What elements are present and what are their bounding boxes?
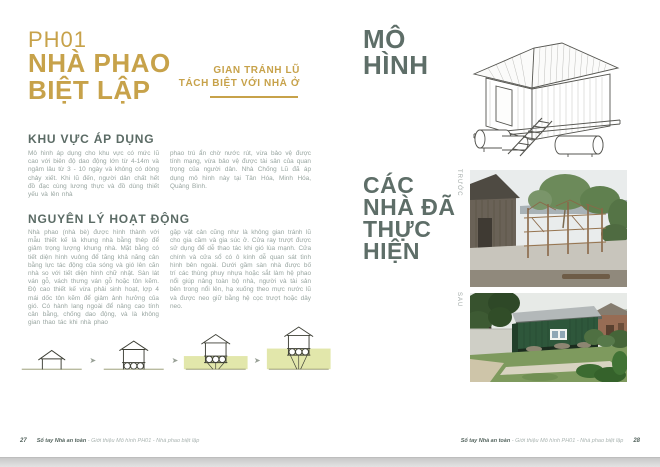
right-footer-text bbox=[461, 438, 624, 444]
stage2-house-on-barrels-diagram bbox=[100, 322, 167, 377]
left-footer-text bbox=[37, 438, 200, 444]
built-heading-line1: CÁC bbox=[363, 172, 415, 198]
section-heading-operating-principle: NGUYÊN LÝ HOẠT ĐỘNG bbox=[28, 212, 190, 226]
callout-underline bbox=[210, 96, 298, 98]
operating-principle-paragraph-col1: Nhà phao (nhà bè) được hình thành với mẫu thiết kế là khung nhà bằng thép để giảm trọng lượng khung nhà. Mặt bằng có tiết diện hình vuông để tăng khả năng cân bằng lực tác động của sóng và gió lên căn nhà so với tiết diện hình chữ nhật. Sàn lát ván gỗ, vách thưng ván gỗ hoặc tôn kẽm. Độ cao thiết kế vừa phải sinh hoạt, lợp 4 mái dốc tôn kẽm để giảm ảnh hưởng của gió. Có hành lang ngoài để nâng cao tính cân bằng, chống dao động, và là không gian thao tác khi nhà phao bbox=[28, 229, 159, 327]
callout bbox=[140, 64, 300, 98]
model-code: PH01 bbox=[28, 27, 88, 52]
before-photo-image bbox=[470, 170, 627, 287]
page-bottom-shadow bbox=[0, 457, 660, 467]
after-photo-label: SAU bbox=[456, 292, 462, 308]
right-page-number: 28 bbox=[633, 438, 640, 444]
flood-stages-diagram bbox=[18, 321, 332, 377]
callout-line2: TÁCH BIỆT VỚI NHÀ Ở bbox=[178, 78, 300, 89]
footer-series-title: Sổ tay Nhà an toàn bbox=[460, 438, 511, 444]
application-area-paragraph-col1: Mô hình áp dụng cho khu vực có mức lũ cao với biên độ dao động lớn từ 4-14m và ngâm lâu từ 3 - 10 ngày và không có dòng chảy xiết. Khi lũ đến, người dân chất hết đồ đạc cùng lương thực và đồ dùng thiết yếu và lên nhà bbox=[28, 150, 159, 199]
after-photo-image bbox=[470, 293, 627, 382]
footer-series-subtitle: - Giới thiệu Mô hình PH01 - Nhà phao biệt lập bbox=[511, 438, 624, 444]
page-title-line2: BIỆT LẬP bbox=[28, 75, 151, 105]
left-footer bbox=[20, 438, 199, 444]
next-stage-arrow-icon: ➤ bbox=[253, 356, 261, 365]
callout-line1: GIAN TRÁNH LŨ bbox=[213, 65, 300, 76]
stage4-house-floating-high-water-diagram bbox=[265, 322, 332, 377]
built-heading-line4: HIỆN bbox=[363, 238, 420, 264]
footer-series-subtitle: - Giới thiệu Mô hình PH01 - Nhà phao biệt lập bbox=[87, 438, 200, 444]
built-houses-heading bbox=[363, 174, 455, 262]
left-page-number: 27 bbox=[20, 438, 27, 444]
model-heading-line2: HÌNH bbox=[363, 50, 429, 80]
stage3-house-floating-low-water-diagram bbox=[182, 322, 249, 377]
operating-principle-paragraph-col2: gặp vật cản cũng như là không gian tránh lũ cho gia cầm và gia súc ở. Cửa ray trượt được sử dụng để dễ thao tác khi gió lùa mạnh. Cửa chính và cửa sổ có ô kính dễ quan sát tình hình bên ngoài. Dưới gầm sàn nhà được bố trí các thùng phuy nhựa hoặc sắt làm hệ phao nổi giúp nâng toàn bộ nhà, người và tài sản bên trong nổi lên, hạ xuống theo mực nước lũ và được neo giữ bằng hệ cọc trượt hoặc dây neo. bbox=[170, 229, 311, 310]
model-heading bbox=[363, 26, 429, 78]
footer-series-title: Sổ tay Nhà an toàn bbox=[36, 438, 87, 444]
next-stage-arrow-icon: ➤ bbox=[171, 356, 179, 365]
next-stage-arrow-icon: ➤ bbox=[89, 356, 97, 365]
model-heading-line1: MÔ bbox=[363, 24, 406, 54]
stage1-house-on-ground-diagram bbox=[18, 322, 85, 377]
model-sketch-image bbox=[468, 26, 625, 158]
right-footer bbox=[461, 438, 640, 444]
built-heading-line3: THỰC bbox=[363, 216, 432, 242]
section-heading-application-area: KHU VỰC ÁP DỤNG bbox=[28, 132, 155, 146]
before-photo-label: TRƯỚC bbox=[456, 169, 462, 197]
built-heading-line2: NHÀ ĐÃ bbox=[363, 194, 456, 220]
application-area-paragraph-col2: phao trú ẩn chờ nước rút, vừa bảo vệ được tính mạng, vừa bảo vệ được tài sản của quan trọng của người dân. Nhà Chống Lũ đã áp dụng mô hình này tại Tân Hóa, Minh Hóa, Quảng Bình. bbox=[170, 150, 311, 190]
page-title-line1: NHÀ PHAO bbox=[28, 48, 171, 78]
